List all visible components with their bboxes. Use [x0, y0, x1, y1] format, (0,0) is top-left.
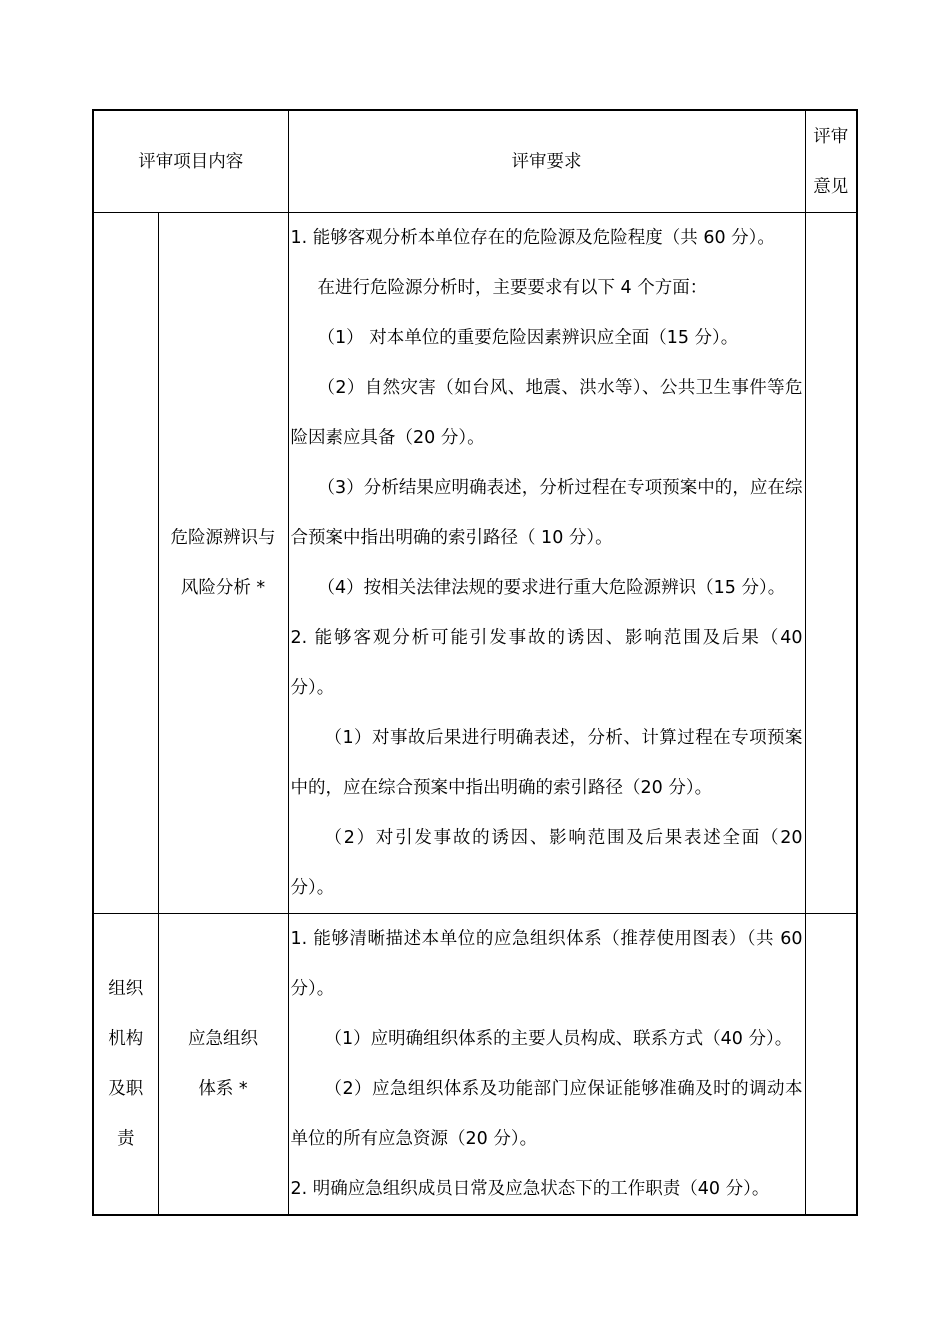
category-line: 组织 [108, 979, 144, 999]
requirement-line: 在进行危险源分析时，主要要求有以下 4 个方面： [317, 278, 708, 298]
category-line: 及职 [108, 1079, 144, 1099]
requirement-line: （3）分析结果应明确表述，分析过程在专项预案中的，应在综合预案中指出明确的索引路径（ 10 分）。 [290, 478, 803, 548]
table-header-row [93, 110, 857, 213]
subitem-line: 危险源辨识与 [170, 528, 276, 548]
requirement-line: （1）对事故后果进行明确表述，分析、计算过程在专项预案中的，应在综合预案中指出明确的索引路径（20 分）。 [290, 728, 803, 798]
review-table [92, 109, 858, 1216]
header-item-content: 评审项目内容 [93, 110, 288, 213]
requirement-line: 2. 明确应急组织成员日常及应急状态下的工作职责（40 分）。 [290, 1179, 770, 1199]
requirement-line: （2）对引发事故的诱因、影响范围及后果表述全面（20 分）。 [290, 828, 803, 898]
subitem-line: 风险分析 * [180, 578, 266, 598]
requirements-cell [288, 213, 805, 914]
requirement-line: （4）按相关法律法规的要求进行重大危险源辨识（15 分）。 [317, 578, 786, 598]
requirement-line: （2）自然灾害（如台风、地震、洪水等）、公共卫生事件等危险因素应具备（20 分）。 [290, 378, 803, 448]
category-cell [93, 914, 158, 1216]
header-opinion-line: 意见 [813, 176, 849, 197]
requirement-line: 2. 能够客观分析可能引发事故的诱因、影响范围及后果（40 分）。 [290, 628, 803, 698]
table-row [93, 213, 857, 914]
header-opinion-line: 评审 [813, 126, 849, 147]
subitem-line: 应急组织 [188, 1029, 258, 1049]
category-cell [93, 213, 158, 914]
requirement-line: （1） 对本单位的重要危险因素辨识应全面（15 分）。 [317, 328, 739, 348]
opinion-cell [805, 914, 857, 1216]
requirement-line: 1. 能够客观分析本单位存在的危险源及危险程度（共 60 分）。 [290, 228, 775, 248]
header-opinion [805, 110, 857, 213]
requirements-cell [288, 914, 805, 1216]
category-line: 机构 [108, 1029, 144, 1049]
subitem-cell [158, 914, 288, 1216]
category-line: 责 [117, 1129, 135, 1149]
subitem-cell [158, 213, 288, 914]
table-row [93, 914, 857, 1216]
requirement-line: （1）应明确组织体系的主要人员构成、联系方式（40 分）。 [324, 1029, 793, 1049]
opinion-cell [805, 213, 857, 914]
requirement-line: （2）应急组织体系及功能部门应保证能够准确及时的调动本单位的所有应急资源（20 分）。 [290, 1079, 803, 1149]
header-requirements: 评审要求 [288, 110, 805, 213]
subitem-line: 体系 * [198, 1079, 248, 1099]
requirement-line: 1. 能够清晰描述本单位的应急组织体系（推荐使用图表）（共 60 分）。 [290, 929, 803, 999]
